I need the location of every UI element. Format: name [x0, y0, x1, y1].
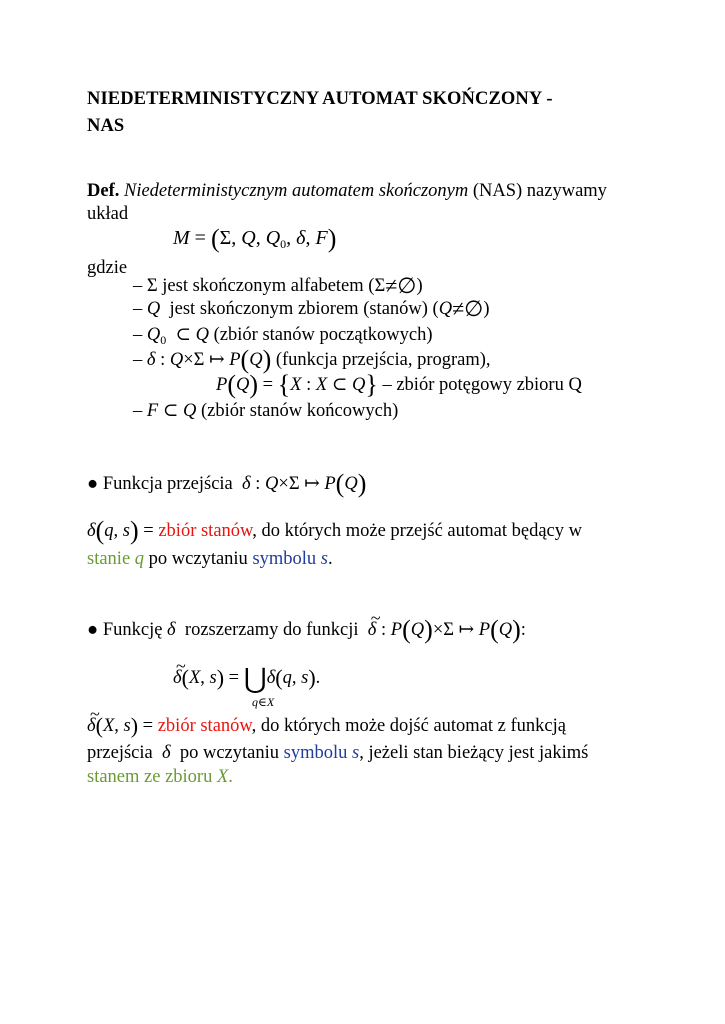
union-subscript: q∈X	[252, 695, 275, 709]
definition-rest: (NAS) nazywamy	[472, 181, 607, 201]
definition-label: Def.	[87, 181, 120, 201]
page-title: NIEDETERMINISTYCZNY AUTOMAT SKOŃCZONY -	[87, 89, 553, 109]
extension-heading: ● Funkcję δ rozszerzamy do funkcji ~ δ : P(Q)×Σ ↦ P(Q):	[87, 621, 526, 640]
gdzie-label: gdzie	[87, 258, 128, 278]
definition-line2: układ	[87, 204, 129, 224]
definition-line1	[87, 182, 607, 201]
transition-heading: ● Funkcja przejścia δ : Q×Σ ↦ P(Q)	[87, 469, 367, 498]
transition-desc-line2: stanie q po wczytaniu symbolu s.	[87, 549, 333, 569]
item-delta: – δ : Q×Σ ↦ P(Q) (funkcja przejścia, program),	[133, 345, 491, 374]
page-title-line2: NAS	[87, 116, 125, 136]
extension-desc-line1: ~ δ(X, s) = zbiór stanów, do których może dojść automat z funkcją	[87, 717, 566, 736]
item-q0: – $Q_0$ ⊂ Q (zbiór stanów początkowych)	[133, 325, 433, 347]
item-powerset: P(Q) = {X : X ⊂ Q} – zbiór potęgowy zbioru Q	[216, 370, 582, 399]
item-f: – F ⊂ Q (zbiór stanów końcowych)	[133, 401, 399, 421]
definition-formula: M = (Σ, Q, $Q_0$, δ, F)	[173, 224, 337, 253]
extension-desc-line3: stanem ze zbioru X.	[87, 767, 233, 787]
extension-formula: ~ δ(X, s) = ⋃δ(q, s).	[173, 669, 320, 688]
definition-term: Niedeterministycznym automatem skończonym	[123, 181, 469, 201]
item-q: – Q jest skończonym zbiorem (stanów) (Q≠∅)	[133, 296, 490, 321]
item-sigma: – Σ jest skończonym alfabetem (Σ≠∅)	[133, 273, 423, 298]
transition-desc-line1: δ(q, s) = zbiór stanów, do których może przejść automat będący w	[87, 516, 582, 545]
extension-desc-line2: przejścia δ po wczytaniu symbolu s, jeżeli stan bieżący jest jakimś	[87, 743, 589, 763]
